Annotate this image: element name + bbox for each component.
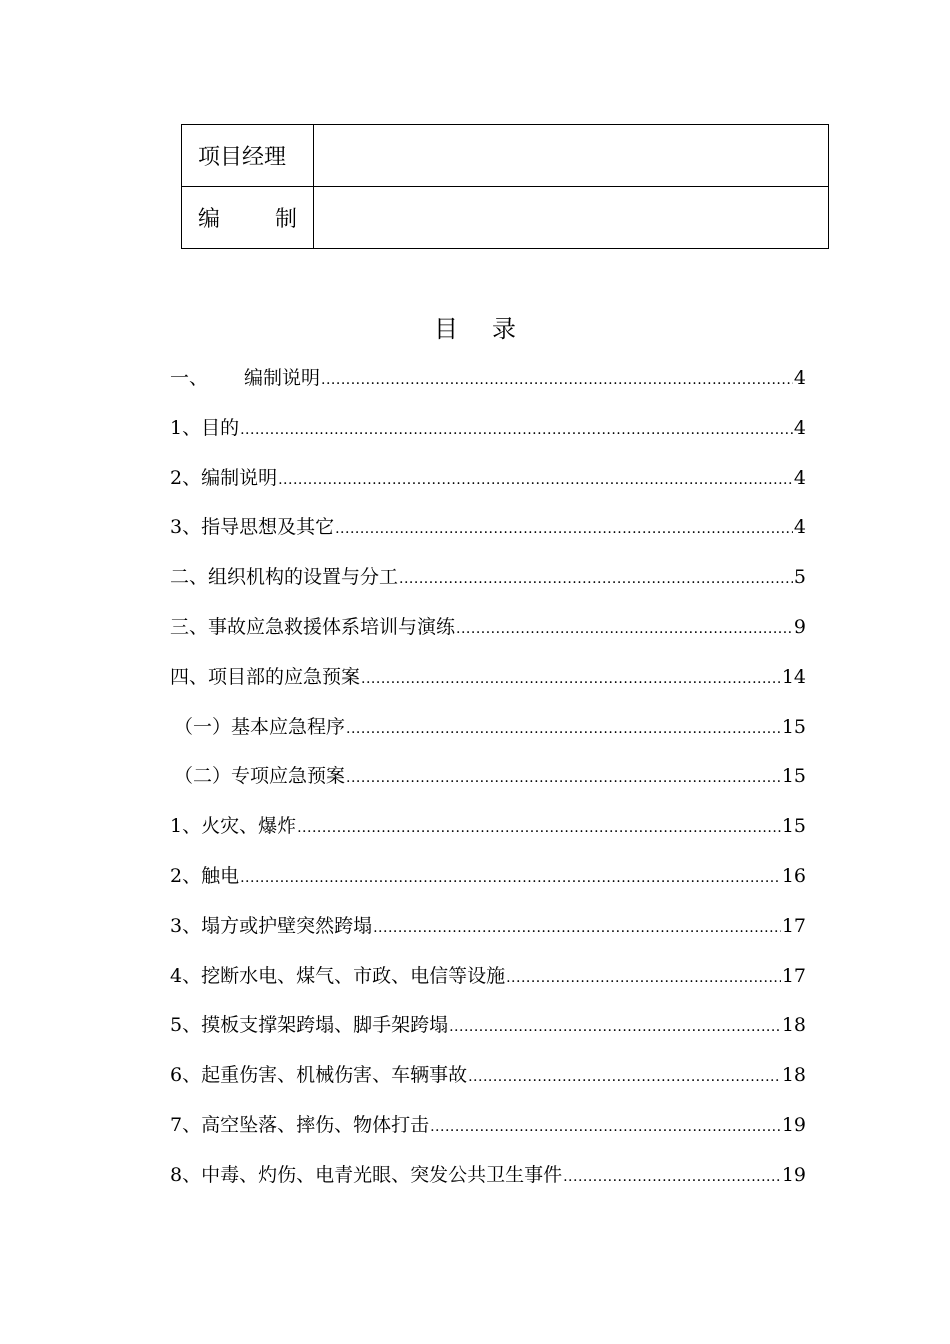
toc-title: 目录 <box>434 315 550 343</box>
toc-page-number: 9 <box>793 615 806 638</box>
compiler-value-cell <box>314 187 829 249</box>
toc-page-number: 18 <box>781 1064 806 1087</box>
toc-leader-dots <box>240 862 781 894</box>
toc-page-number: 19 <box>781 1113 806 1136</box>
toc-page-number: 16 <box>781 864 806 887</box>
toc-entry[interactable] <box>170 711 806 761</box>
toc-entry-text: 2、编制说明 <box>170 466 278 489</box>
toc-entry-text: （二）专项应急预案 <box>174 765 346 788</box>
toc-page-number: 19 <box>781 1163 806 1186</box>
toc-page-number: 14 <box>781 665 806 688</box>
toc-entry-text: 3、塌方或护壁突然跨塌 <box>170 914 373 937</box>
project-manager-label-cell <box>182 125 314 187</box>
project-manager-value-cell <box>314 125 829 187</box>
toc-leader-dots <box>563 1161 781 1193</box>
toc-entry[interactable] <box>170 511 806 561</box>
toc-page-number: 4 <box>793 367 806 389</box>
toc-entry[interactable] <box>170 860 806 910</box>
toc-entry[interactable] <box>170 462 806 512</box>
toc-page-number: 15 <box>781 715 806 738</box>
toc-leader-dots <box>449 1011 781 1043</box>
toc-entry-text: 1、目的 <box>170 416 240 439</box>
toc-leader-dots <box>468 1061 781 1093</box>
toc-leader-dots <box>506 962 781 994</box>
toc-page-number: 15 <box>781 765 806 788</box>
toc-entry[interactable] <box>170 611 806 661</box>
toc-entry[interactable] <box>170 760 806 810</box>
toc-entry[interactable] <box>170 1059 806 1109</box>
toc-leader-dots <box>456 613 793 645</box>
toc-leader-dots <box>346 713 781 745</box>
project-manager-label: 项目经理 <box>198 145 287 170</box>
toc-entry-text: 编制说明 <box>244 367 321 389</box>
toc-entry-text: 四、项目部的应急预案 <box>170 665 361 688</box>
toc-entry-label <box>170 362 320 394</box>
toc-entry-text: 5、摸板支撑架跨塌、脚手架跨塌 <box>170 1014 449 1037</box>
toc-entry-text: 3、指导思想及其它 <box>170 516 335 539</box>
toc-page-number: 17 <box>781 914 806 937</box>
compiler-label-char-1: 编 <box>198 207 221 232</box>
toc-entry[interactable] <box>170 1159 806 1209</box>
toc-entry[interactable] <box>170 362 806 412</box>
toc-page-number: 4 <box>793 516 806 539</box>
toc-list <box>170 362 806 1209</box>
toc-entry-text: 2、触电 <box>170 864 240 887</box>
toc-entry[interactable] <box>170 561 806 611</box>
toc-page-number: 15 <box>781 815 806 838</box>
toc-entry-text: 8、中毒、灼伤、电青光眼、突发公共卫生事件 <box>170 1163 563 1186</box>
compiler-label-char-2: 制 <box>274 207 297 232</box>
toc-entry-text: 4、挖断水电、煤气、市政、电信等设施 <box>170 964 506 987</box>
toc-leader-dots <box>373 912 781 944</box>
toc-leader-dots <box>240 414 793 446</box>
toc-leader-dots <box>335 513 793 545</box>
signature-row-manager <box>182 125 829 187</box>
toc-entry-text: （一）基本应急程序 <box>174 715 346 738</box>
toc-leader-dots <box>321 364 793 396</box>
toc-entry-text: 二、组织机构的设置与分工 <box>170 566 399 589</box>
toc-leader-dots <box>430 1111 781 1143</box>
signature-table <box>181 124 829 249</box>
toc-leader-dots <box>346 762 781 794</box>
toc-leader-dots <box>278 464 793 496</box>
toc-page-number: 4 <box>793 416 806 439</box>
toc-entry[interactable] <box>170 810 806 860</box>
toc-entry[interactable] <box>170 1009 806 1059</box>
toc-leader-dots <box>399 563 793 595</box>
toc-entry[interactable] <box>170 1109 806 1159</box>
toc-page-number: 4 <box>793 466 806 489</box>
toc-entry[interactable] <box>170 960 806 1010</box>
toc-leader-dots <box>361 663 781 695</box>
compiler-label <box>198 202 297 233</box>
toc-page-number: 17 <box>781 964 806 987</box>
toc-leader-dots <box>297 812 781 844</box>
toc-entry[interactable] <box>170 661 806 711</box>
signature-row-compiler <box>182 187 829 249</box>
toc-entry-number: 一、 <box>170 367 209 389</box>
toc-entry-text: 三、事故应急救援体系培训与演练 <box>170 615 456 638</box>
toc-entry[interactable] <box>170 910 806 960</box>
compiler-label-cell <box>182 187 314 249</box>
toc-entry-text: 1、火灾、爆炸 <box>170 815 297 838</box>
toc-page-number: 18 <box>781 1014 806 1037</box>
toc-entry[interactable] <box>170 412 806 462</box>
toc-entry-text: 6、起重伤害、机械伤害、车辆事故 <box>170 1064 468 1087</box>
toc-page-number: 5 <box>793 566 806 589</box>
toc-entry-text: 7、高空坠落、摔伤、物体打击 <box>170 1113 430 1136</box>
